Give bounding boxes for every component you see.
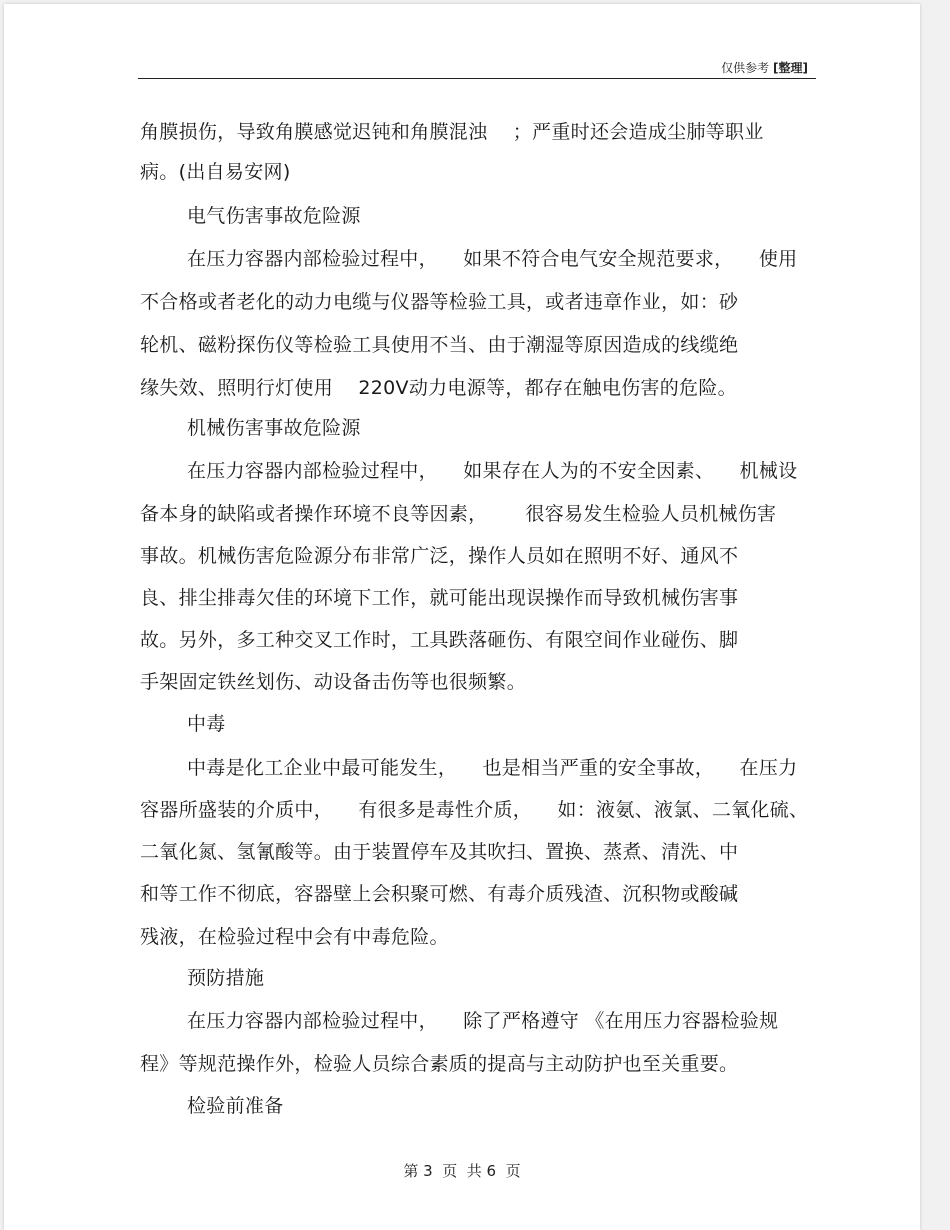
section-heading: 预防措施 (187, 967, 265, 989)
header-label: 仅供参考 (721, 61, 770, 75)
body-line: 容器所盛装的介质中， 有很多是毒性介质， 如：液氨、液氯、二氧化硫、 (140, 799, 809, 821)
body-line: 角膜损伤，导致角膜感觉迟钝和角膜混浊 ；严重时还会造成尘肺等职业 (140, 121, 764, 143)
body-line: 良、排尘排毒欠佳的环境下工作，就可能出现误操作而导致机械伤害事 (140, 587, 739, 609)
page-number-footer: 第 3 页 共 6 页 (403, 1162, 521, 1180)
section-heading: 电气伤害事故危险源 (187, 205, 361, 227)
body-line: 在压力容器内部检验过程中， 如果不符合电气安全规范要求， 使用 (187, 248, 798, 270)
body-line: 故。另外，多工种交叉工作时，工具跌落砸伤、有限空间作业碰伤、脚 (140, 629, 739, 651)
body-line: 二氧化氮、氢氰酸等。由于装置停车及其吹扫、置换、蒸煮、清洗、中 (140, 841, 739, 863)
document-page (4, 4, 920, 1230)
body-line: 在压力容器内部检验过程中， 如果存在人为的不安全因素、 机械设 (187, 460, 798, 482)
body-line: 备本身的缺陷或者操作环境不良等因素， 很容易发生检验人员机械伤害 (140, 503, 777, 525)
section-heading: 中毒 (187, 713, 226, 735)
header-divider (138, 78, 816, 79)
body-line: 手架固定铁丝划伤、动设备击伤等也很频繁。 (140, 671, 527, 693)
body-line: 事故。机械伤害危险源分布非常广泛，操作人员如在照明不好、通风不 (140, 545, 739, 567)
body-line: 中毒是化工企业中最可能发生， 也是相当严重的安全事故， 在压力 (187, 757, 798, 779)
body-line: 不合格或者老化的动力电缆与仪器等检验工具，或者违章作业，如：砂 (140, 291, 739, 313)
section-heading: 检验前准备 (187, 1095, 284, 1117)
body-line: 病。(出自易安网) (140, 161, 291, 183)
body-line: 程》等规范操作外，检验人员综合素质的提高与主动防护也至关重要。 (140, 1053, 739, 1075)
body-line: 和等工作不彻底，容器壁上会积聚可燃、有毒介质残渣、沉积物或酸碱 (140, 883, 739, 905)
body-line: 在压力容器内部检验过程中， 除了严格遵守 《在用压力容器检验规 (187, 1010, 779, 1032)
section-heading: 机械伤害事故危险源 (187, 417, 361, 439)
body-line: 残液，在检验过程中会有中毒危险。 (140, 926, 449, 948)
body-line: 缘失效、照明行灯使用 220V动力电源等，都存在触电伤害的危险。 (140, 377, 737, 399)
body-line: 轮机、磁粉探伤仪等检验工具使用不当、由于潮湿等原因造成的线缆绝 (140, 334, 739, 356)
header-tag: [整理] (773, 61, 808, 75)
page-header (721, 59, 808, 76)
